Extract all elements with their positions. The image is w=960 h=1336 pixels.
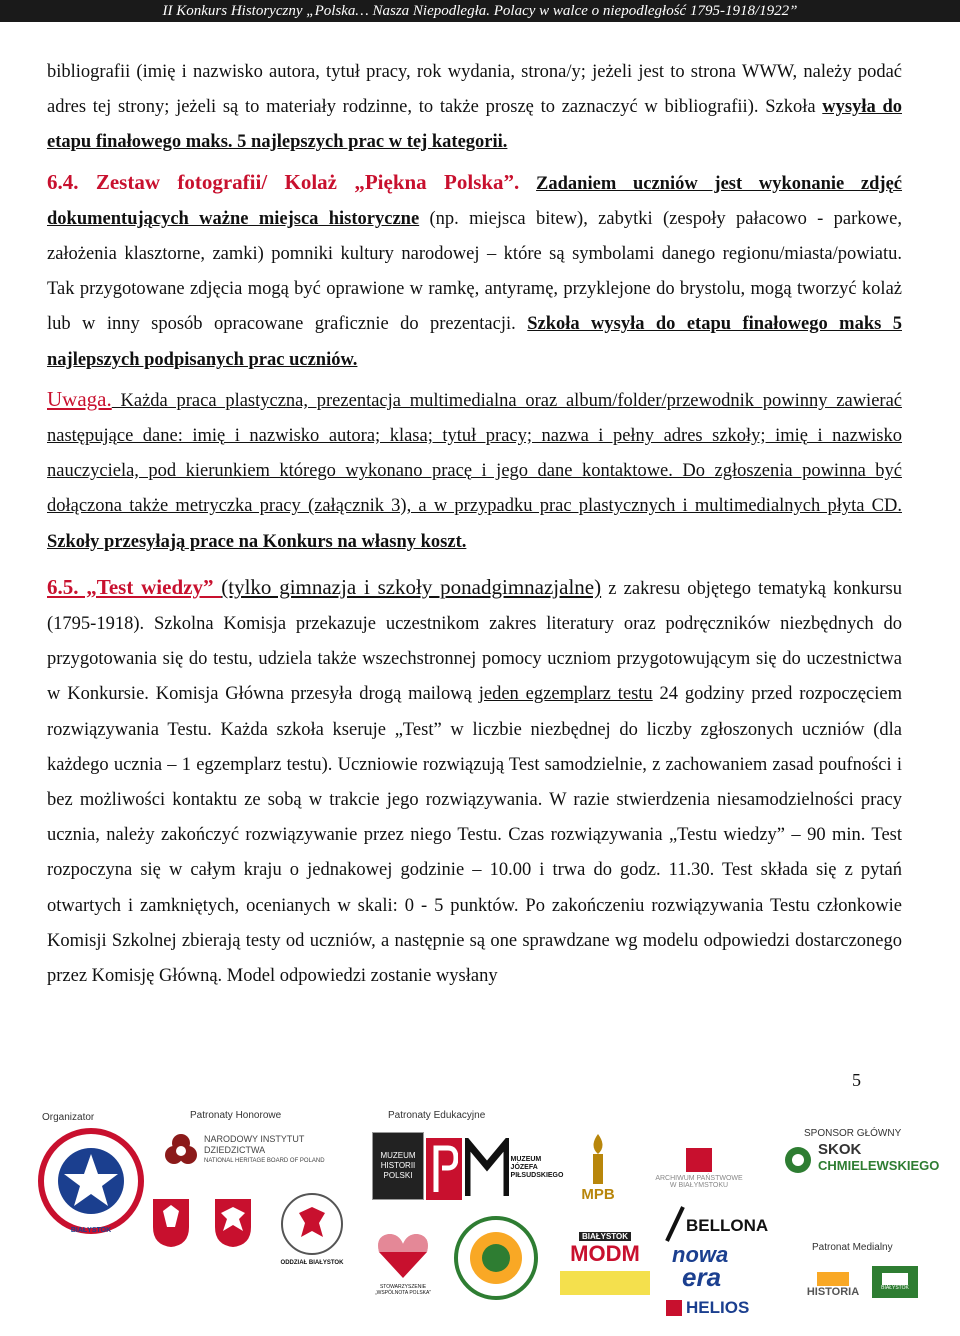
emphasis-text: Zadaniem uczniów jest wykonanie zdjęć dokumentujących ważne miejsca historyczne bbox=[47, 173, 903, 229]
ipn-seal-icon bbox=[279, 1191, 345, 1257]
emphasis-text: wysyła do etapu finałowego maks. 5 najlepszych prac w tej kategorii. bbox=[47, 97, 902, 153]
sponsors-footer bbox=[36, 1108, 940, 1328]
modm-line: MODM bbox=[570, 1240, 640, 1266]
tvp-text: HISTORIA bbox=[806, 1286, 860, 1298]
tvp-historia-logo bbox=[800, 1266, 866, 1304]
skok-emblem-logo bbox=[782, 1144, 814, 1176]
skok-line: CHMIELEWSKIEGO bbox=[818, 1158, 940, 1173]
header-title: II Konkurs Historyczny „Polska… Nasza Niepodległa. Polacy w walce o niepodległość 1795-1918/1922” bbox=[162, 3, 798, 19]
heart-flag-icon bbox=[375, 1230, 431, 1280]
sword-icon bbox=[663, 1205, 687, 1243]
pilsudski-line: MUZEUM bbox=[510, 1156, 542, 1163]
mpb-text: MPB bbox=[581, 1185, 615, 1203]
section-heading-6-5: 6.5. „Test wiedzy” bbox=[47, 574, 222, 599]
torch-icon bbox=[583, 1132, 613, 1186]
skok-text bbox=[818, 1142, 939, 1174]
nowa-era-logo bbox=[672, 1242, 752, 1292]
nid-line: NARODOWY INSTYTUT bbox=[204, 1134, 305, 1144]
bellona-logo: BELLONA bbox=[686, 1216, 769, 1235]
pilsudski-museum-logo bbox=[464, 1134, 564, 1202]
seal-text: BIAŁYSTOK bbox=[70, 1227, 112, 1234]
trefoil-icon bbox=[162, 1131, 200, 1169]
shield-icon bbox=[151, 1197, 191, 1249]
archive-mark-icon bbox=[686, 1148, 712, 1172]
muzeum-historii-logo bbox=[372, 1132, 424, 1200]
uwaga-label: Uwaga. bbox=[47, 386, 112, 411]
tvp2-text: BIAŁYSTOK bbox=[881, 1285, 909, 1291]
eagle-shield-logo bbox=[208, 1188, 258, 1258]
seal-icon bbox=[38, 1128, 144, 1234]
pilsudski-line: PIŁSUDSKIEGO bbox=[510, 1172, 564, 1179]
muzeum-text: MUZEUM HISTORII POLSKI bbox=[380, 1151, 416, 1180]
caption-honorowe: Patronaty Honorowe bbox=[190, 1110, 282, 1121]
p-letter-icon bbox=[430, 1144, 458, 1194]
modm-logo bbox=[552, 1220, 658, 1306]
m-letter-icon bbox=[465, 1138, 509, 1198]
ipn-logo bbox=[272, 1182, 352, 1266]
eagle-icon bbox=[213, 1197, 253, 1249]
caption-sponsor: SPONSOR GŁÓWNY bbox=[804, 1128, 902, 1139]
tvp-bialystok-logo bbox=[872, 1266, 918, 1298]
skok-line: SKOK bbox=[818, 1141, 862, 1158]
section-6-4 bbox=[47, 165, 902, 378]
caption-organizator: Organizator bbox=[42, 1112, 95, 1123]
flower-icon bbox=[783, 1145, 813, 1175]
emphasis-text: Szkoła wysyła do etapu finałowego maks 5 najlepszych podpisanych prac uczniów. bbox=[47, 314, 902, 370]
text: (np. miejsca bitew), zabytki (zespoły pałacowo - parkowe, założenia klasztorne, zamki) pomniki kultury narodowej – które są symbolami danego regionu/miasta/powiatu. Tak przygotowane zdjęcia mogą być oprawione w ramkę, antyramę, przyklejone do brystolu, mogą tworzyć kolaż lub w inny sposób opracowane graficznie do prezentacji. bbox=[47, 208, 902, 335]
helios-mark-icon bbox=[666, 1300, 682, 1316]
archiwum-logo bbox=[640, 1138, 758, 1198]
emphasis-text: Szkoły przesyłają prace na Konkurs na własny koszt. bbox=[47, 531, 467, 552]
stow-text: STOWARZYSZENIE „WSPÓLNOTA POLSKA” bbox=[374, 1284, 432, 1296]
yellow-band bbox=[560, 1271, 650, 1295]
text: bibliografii (imię i nazwisko autora, tytuł pracy, rok wydania, strona/y; jeżeli jest to strona WWW, należy podać adres tej strony; jeżeli są to materiały rodzinne, to także proszę to zaznaczyć w bibliografii). Szkoła bbox=[47, 62, 902, 118]
paragraph-bibliography bbox=[47, 55, 902, 161]
helios-text: HELIOS bbox=[686, 1298, 750, 1317]
archiwum-line: ARCHIWUM PAŃSTWOWE bbox=[655, 1174, 743, 1182]
nid-text bbox=[204, 1134, 344, 1167]
pilsudski-line: JÓZEFA bbox=[510, 1164, 538, 1171]
helios-logo bbox=[666, 1298, 749, 1318]
circle-seal-icon bbox=[453, 1215, 539, 1301]
ipn-text: ODDZIAŁ BIAŁYSTOK bbox=[280, 1260, 344, 1266]
tvp-mark-icon bbox=[817, 1272, 849, 1286]
section-heading-6-4: 6.4. Zestaw fotografii/ Kolaż „Piękna Polska”. bbox=[47, 169, 520, 194]
document-body bbox=[47, 55, 902, 994]
nid-emblem-logo bbox=[161, 1130, 201, 1170]
tvp-mark-icon bbox=[882, 1273, 908, 1285]
text: z zakresu objętego tematyką konkursu (1795-1918). Szkolna Komisja przekazuje uczestnikom zakres literatury oraz podręczników niezbędnych do przygotowania się do testu, udziela także wszechstronnej pomocy uczniom przygotowującym się do uczestnictwa w Konkursie. Komisja Główna przesyła drogą mailową bbox=[47, 578, 902, 705]
modm-line: BIAŁYSTOK bbox=[579, 1232, 631, 1241]
pilsudski-text bbox=[511, 1156, 564, 1180]
archiwum-line: W BIAŁYMSTOKU bbox=[669, 1181, 729, 1189]
era-text: era bbox=[682, 1262, 722, 1292]
page-number: 5 bbox=[852, 1070, 861, 1090]
underlined-text: jeden egzemplarz testu bbox=[478, 684, 653, 705]
nid-line: NATIONAL HERITAGE BOARD OF POLAND bbox=[204, 1158, 325, 1164]
organizer-seal-logo bbox=[36, 1126, 146, 1236]
uwaga-text: Każda praca plastyczna, prezentacja multimedialna oraz album/folder/przewodnik powinny zawierać następujące dane: imię i nazwisko autora; klasa; tytuł pracy; nazwa i pełny adres szkoły; imię i nazwisko nauczyciela, pod kierunkiem którego wykonano pracę i jego dane kontaktowe. Do zgłoszenia powinna być dołączona także metryczka pracy (załącznik 3), a w przypadku prac plastycznych i multimedialnych płyta CD. bbox=[47, 390, 902, 517]
mpb-logo bbox=[568, 1126, 628, 1208]
stowarzyszenie-logo bbox=[368, 1214, 438, 1296]
section-uwaga bbox=[47, 382, 902, 560]
caption-medialny: Patronat Medialny bbox=[812, 1242, 893, 1253]
section-6-5 bbox=[47, 570, 902, 994]
page-header bbox=[0, 0, 960, 22]
nowa-text: nowa bbox=[672, 1242, 729, 1267]
shield-logo bbox=[146, 1188, 196, 1258]
pomnik-logo bbox=[426, 1138, 462, 1200]
regional-org-logo bbox=[450, 1212, 542, 1304]
caption-edukacyjne: Patronaty Edukacyjne bbox=[388, 1110, 486, 1121]
nid-line: DZIEDZICTWA bbox=[204, 1145, 266, 1155]
section-scope: (tylko gimnazja i szkoły ponadgimnazjalne) bbox=[221, 574, 602, 599]
text: 24 godziny przed rozpoczęciem rozwiązywania Testu. Każda szkoła kseruje „Test” w liczbie niezbędnej do liczby zgłoszonych uczniów (dla każdego ucznia – 1 egzemplarz testu). Uczniowie rozwiązują Test samodzielnie, z zachowaniem zasad poufności i bez możliwości kontaktu ze sobą w trakcie jego rozwiązywania. W razie stwierdzenia niesamodzielności pracy ucznia, należy zakończyć rozwiązywanie przez niego Testu. Czas rozwiązywania „Testu wiedzy” – 90 min. Test rozpoczyna się w całym kraju o jednakowej godzinie – 10.00 i trwa do godz. 11.30. Test składa się z pytań otwartych i zamkniętych, ocenianych w skali: 0 - 5 punktów. Po zakończeniu rozwiązywania Testu członkowie Komisji Szkolnej zbierają testy od uczniów, a następnie są one sprawdzane wg modelu odpowiedzi dostarczonego przez Komisję Główną. Model odpowiedzi zostanie wysłany bbox=[47, 684, 902, 987]
